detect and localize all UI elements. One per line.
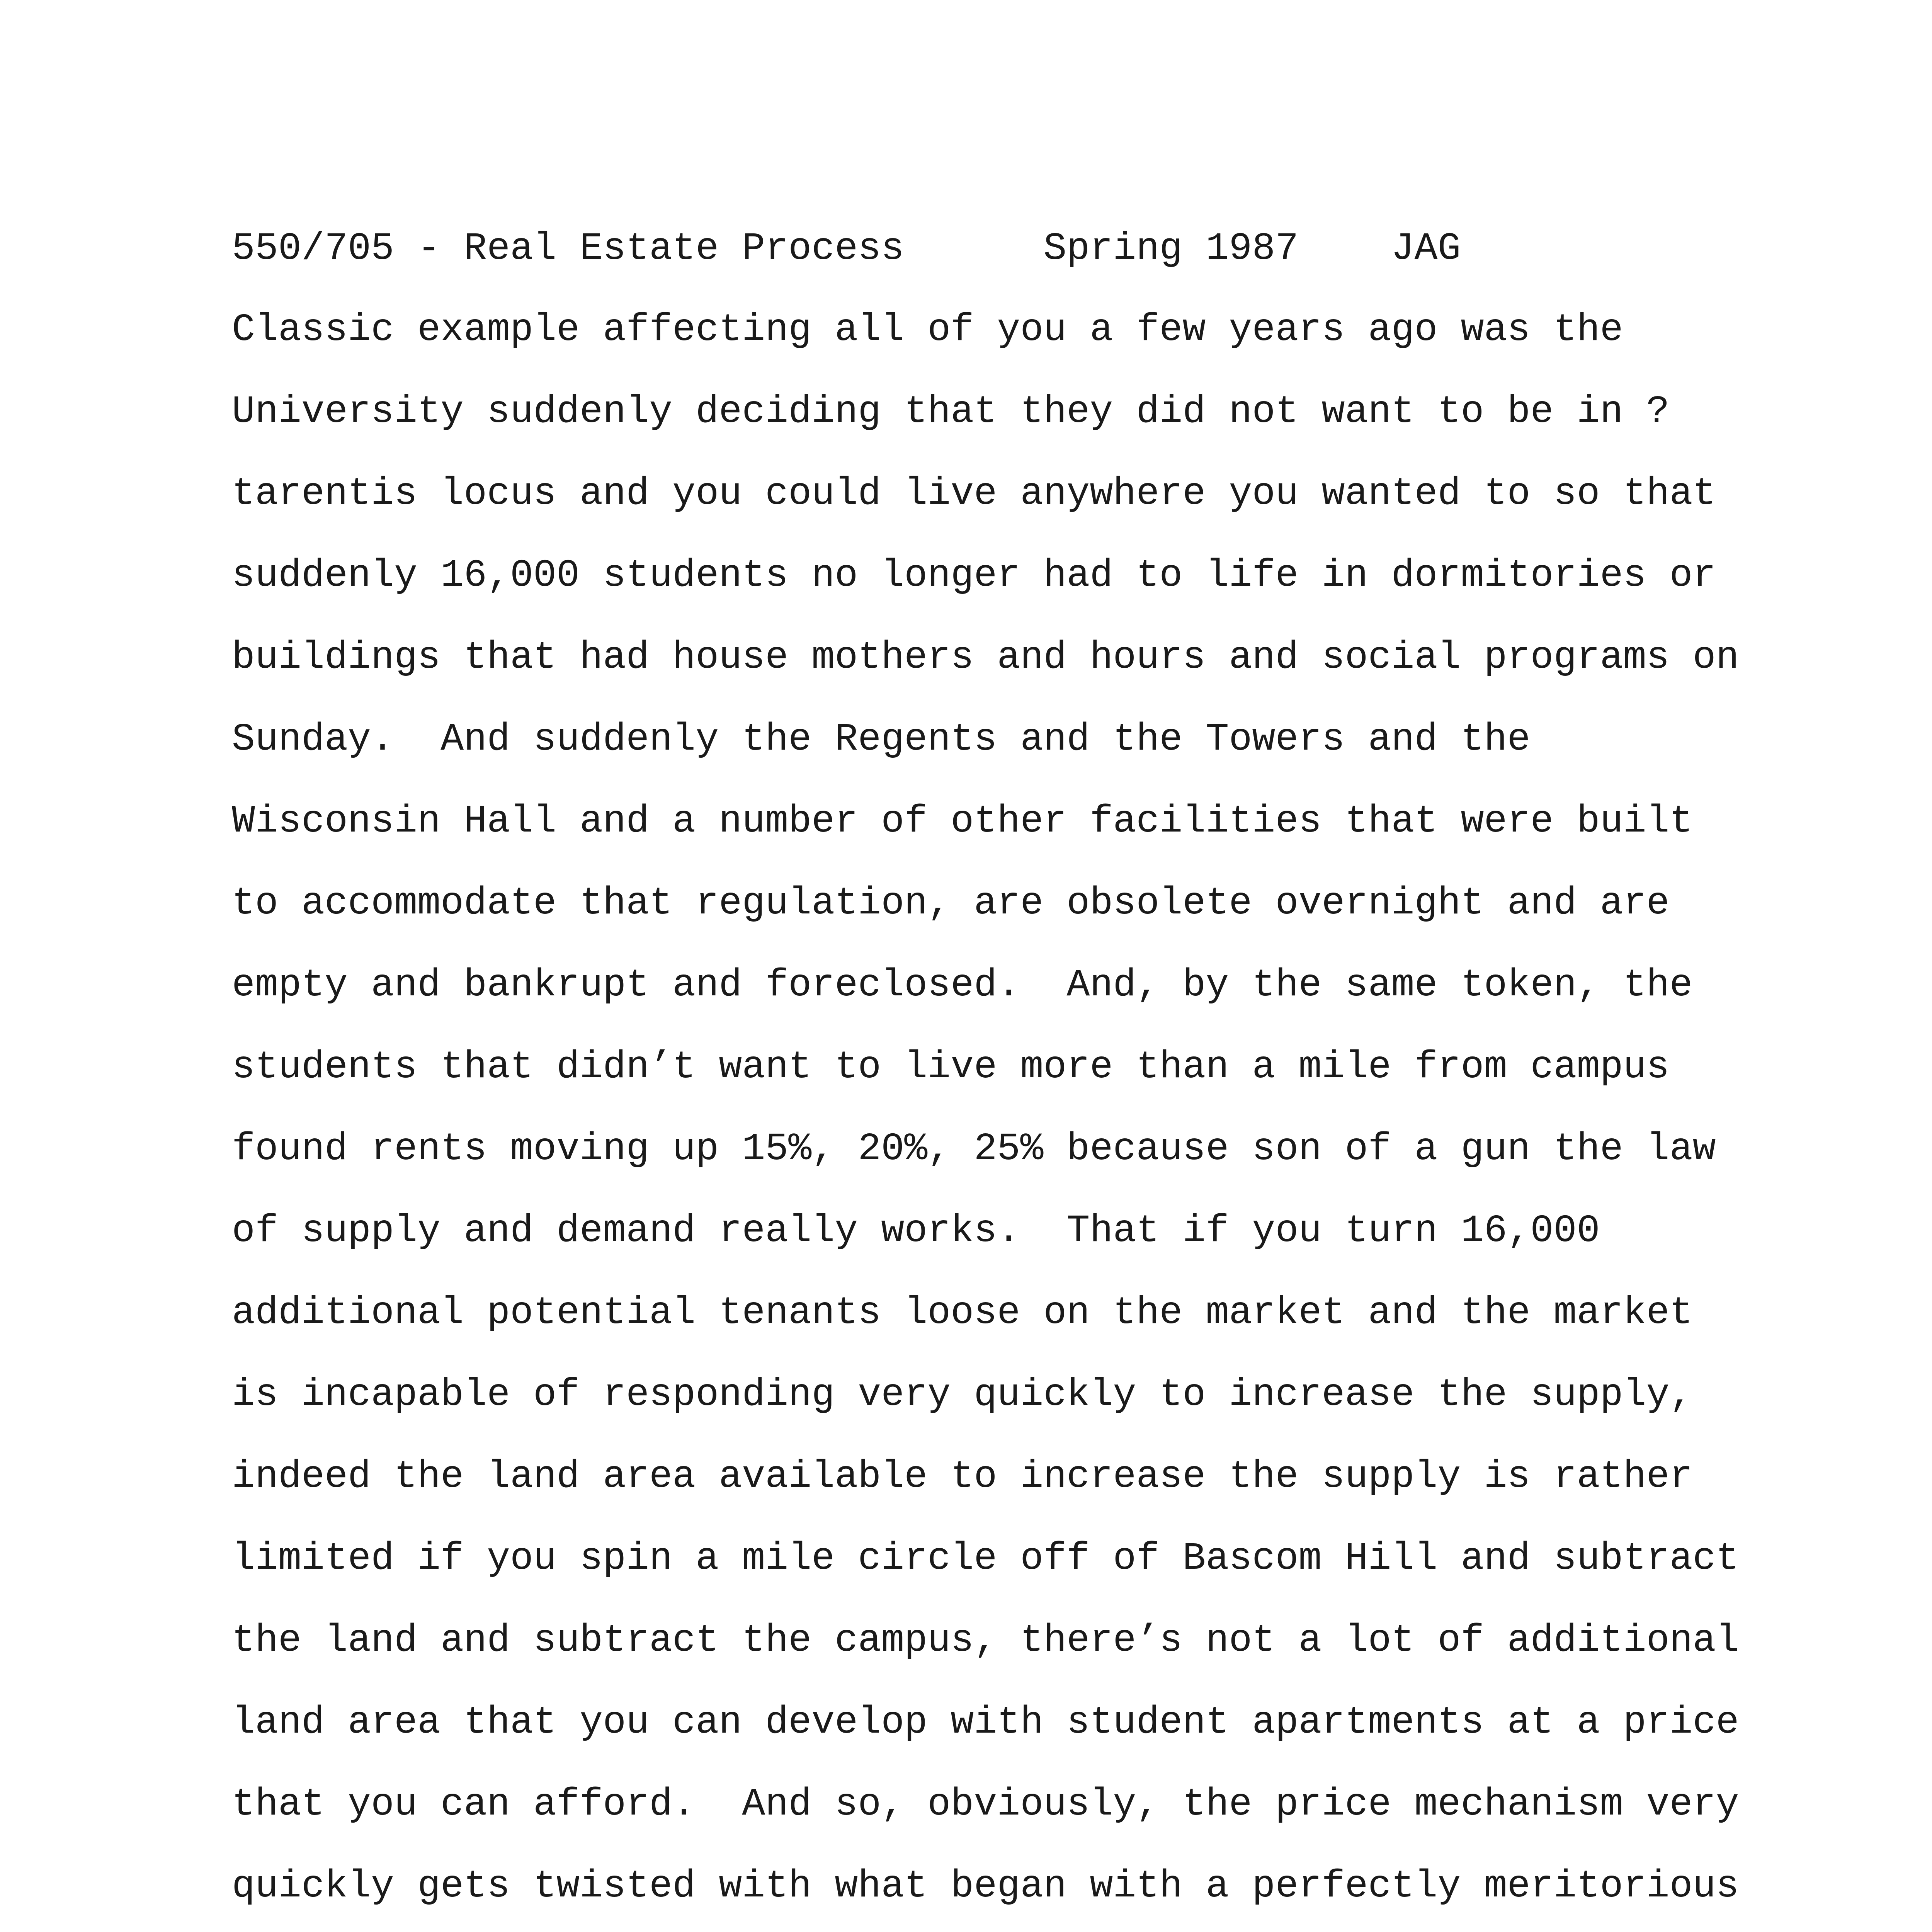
text-line: quickly gets twisted with what began with a perfectly meritorious	[232, 1865, 1739, 1908]
text-line: that you can afford. And so, obviously, the price mechanism very	[232, 1783, 1739, 1827]
text-line: Classic example affecting all of you a few years ago was the	[232, 308, 1623, 352]
text-line: to accommodate that regulation, are obsolete overnight and are	[232, 882, 1670, 925]
text-line: empty and bankrupt and foreclosed. And, by the same token, the	[232, 964, 1693, 1007]
text-line: limited if you spin a mile circle off of Bascom Hill and subtract	[232, 1537, 1739, 1581]
text-line: University suddenly deciding that they did not want to be in ?	[232, 390, 1670, 434]
text-line: buildings that had house mothers and hours and social programs on	[232, 636, 1739, 680]
text-line: additional potential tenants loose on the market and the market	[232, 1291, 1693, 1335]
text-line: land area that you can develop with student apartments at a price	[232, 1701, 1739, 1745]
text-line: indeed the land area available to increase the supply is rather	[232, 1455, 1693, 1499]
document-header: 550/705 - Real Estate Process Spring 1987 JAG	[232, 227, 1461, 271]
document-body	[232, 307, 1777, 1932]
text-line: found rents moving up 15%, 20%, 25% because son of a gun the law	[232, 1128, 1716, 1171]
text-line: students that didn’t want to live more than a mile from campus	[232, 1046, 1670, 1089]
text-line: suddenly 16,000 students no longer had to life in dormitories or	[232, 554, 1716, 598]
text-line: Wisconsin Hall and a number of other facilities that were built	[232, 800, 1693, 844]
text-line: is incapable of responding very quickly to increase the supply,	[232, 1373, 1693, 1417]
text-line: of supply and demand really works. That if you turn 16,000	[232, 1209, 1600, 1253]
text-line: Sunday. And suddenly the Regents and the Towers and the	[232, 718, 1531, 762]
text-line: tarentis locus and you could live anywhere you wanted to so that	[232, 472, 1716, 516]
text-line: the land and subtract the campus, there’s not a lot of additional	[232, 1619, 1739, 1663]
